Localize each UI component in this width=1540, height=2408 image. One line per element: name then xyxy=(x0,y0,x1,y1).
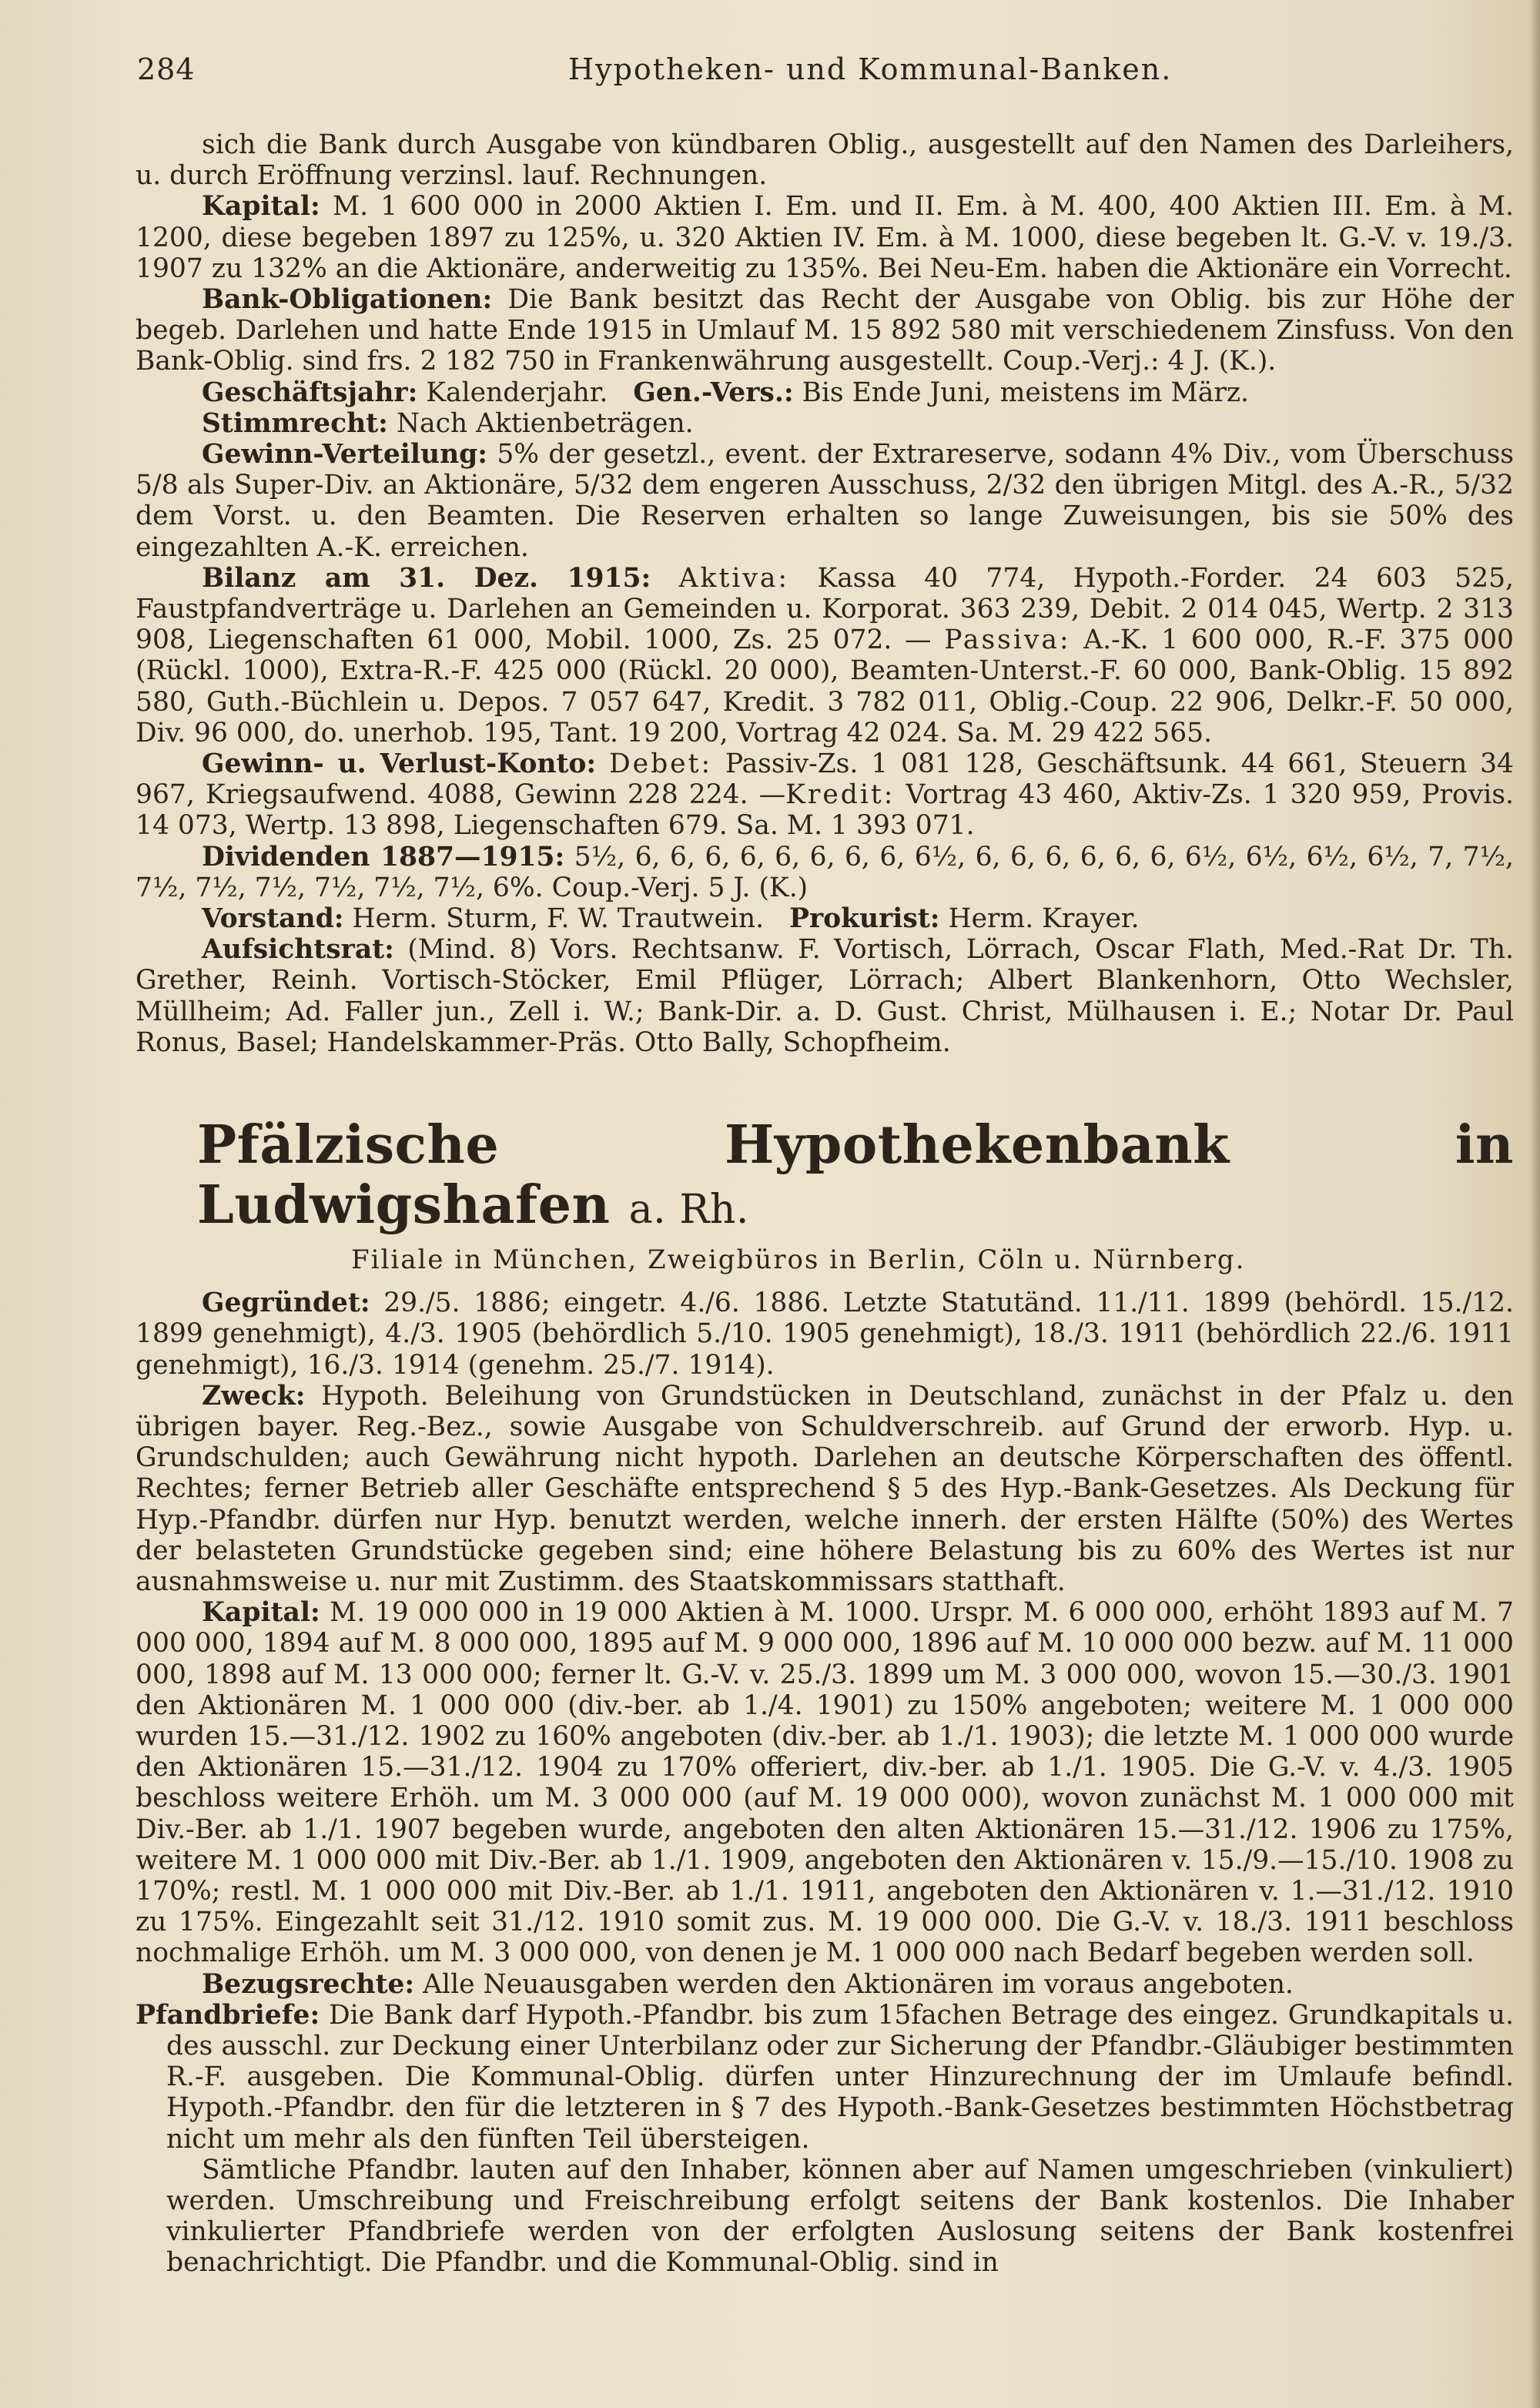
gegruendet-label: Gegründet: xyxy=(202,1288,370,1319)
bank-title-main: Pfälzische Hypothekenbank in Ludwigshafen xyxy=(197,1114,1514,1237)
page-number: 284 xyxy=(137,52,196,86)
zweck-label: Zweck: xyxy=(202,1380,306,1412)
dividenden-text: 5½, 6, 6, 6, 6, 6, 6, 6, 6, 6½, 6, 6, 6, 6, 6, 6, 6½, 6½, 6½, 6½, 7, 7½, 7½, 7½, 7½, 7½, 7½, 7½, 6%. Coup.-Verj. 5 J. (K.) xyxy=(136,841,1514,903)
bilanz-entry xyxy=(136,563,1514,749)
bank-obligationen-text: Die Bank besitzt das Recht der Ausgabe von Oblig. bis zur Höhe der begeb. Darlehen und hatte Ende 1915 in Umlauf M. 15 892 580 mit verschiedenem Zinsfuss. Von den Bank-Oblig. sind frs. 2 182 750 in Frankenwährung ausgestellt. Coup.-Verj.: 4 J. (K.). xyxy=(136,284,1514,377)
page-edge-shadow xyxy=(1529,0,1540,2408)
geschaeftsjahr-label: Geschäftsjahr: xyxy=(202,377,418,408)
aufsichtsrat-entry xyxy=(136,934,1514,1058)
pfandbriefe-text2: Sämtliche Pfandbr. lauten auf den Inhaber, können aber auf Namen umgeschrieben (vinkuliert) werden. Umschreibung und Freischreibung erfolgt seitens der Bank kostenlos. Die Inhaber vinkulierter Pfandbriefe werden von der erfolgten Auslosung seitens der Bank kostenfrei benachrichtigt. Die Pfandbr. und die Kommunal-Oblig. sind in xyxy=(166,2154,1514,2279)
passiva-text: A.-K. 1 600 000, R.-F. 375 000 (Rückl. 1000), Extra-R.-F. 425 000 (Rückl. 20 000), Beamten-Unterst.-F. 60 000, Bank-Oblig. 15 892 580, Guth.-Büchlein u. Depos. 7 057 647, Kredit. 3 782 011, Oblig.-Coup. 22 906, Delkr.-F. 50 000, Div. 96 000, do. unerhob. 195, Tant. 19 200, Vortrag 42 024. Sa. M. 29 422 565. xyxy=(136,625,1514,749)
debet-text: Passiv-Zs. 1 081 128, Geschäftsunk. 44 661, Steuern 34 967, Kriegsaufwend. 4088, Gewinn 228 224. — xyxy=(136,749,1515,811)
prokurist-label: Prokurist: xyxy=(789,903,940,935)
aufsichtsrat-text: (Mind. 8) Vors. Rechtsanw. F. Vortisch, Lörrach, Oscar Flath, Med.-Rat Dr. Th. Grether, Reinh. Vortisch-Stöcker, Emil Pflüger, Lörrach; Albert Blankenhorn, Otto Wechsler, Müllheim; Ad. Faller jun., Zell i. W.; Bank-Dir. a. D. Gust. Christ, Mülhausen i. E.; Notar Dr. Paul Ronus, Basel; Handelskammer-Präs. Otto Bally, Schopfheim. xyxy=(136,934,1515,1058)
passiva-label: Passiva: xyxy=(944,625,1071,656)
stimmrecht-label: Stimmrecht: xyxy=(202,407,388,439)
bezugsrechte-text: Alle Neuausgaben werden den Aktionären im voraus angeboten. xyxy=(423,1968,1294,2000)
page-body xyxy=(136,129,1514,2279)
bilanz-label: Bilanz am 31. Dez. 1915: xyxy=(202,562,651,594)
bank-title xyxy=(197,1115,1514,1240)
kapital2-label: Kapital: xyxy=(202,1597,320,1629)
vorstand-entry xyxy=(136,903,1514,934)
running-title: Hypotheken- und Kommunal-Banken. xyxy=(568,52,1173,86)
aufsichtsrat-label: Aufsichtsrat: xyxy=(202,934,394,966)
gewinn-verlust-label: Gewinn- u. Verlust-Konto: xyxy=(202,749,597,780)
bezugsrechte-label: Bezugsrechte: xyxy=(202,1968,415,2000)
zweck-text: Hypoth. Beleihung von Grundstücken in Deutschland, zunächst in der Pfalz u. den übrigen bayer. Reg.-Bez., sowie Ausgabe von Schuldverschreib. auf Grund der erworb. Hyp. u. Grundschulden; auch Gewährung nicht hypoth. Darlehen an deutsche Körperschaften des öffentl. Rechtes; ferner Betrieb aller Geschäfte entsprechend § 5 des Hyp.-Bank-Gesetzes. Als Deckung für Hyp.-Pfandbr. dürfen nur Hyp. benutzt werden, welche innerh. der ersten Hälfte (50%) des Wertes der belasteten Grundstücke gegeben sind; eine höhere Belastung bis zu 60% des Wertes ist nur ausnahmsweise u. nur mit Zustimm. des Staatskommissars statthaft. xyxy=(136,1380,1514,1597)
gegruendet-entry xyxy=(136,1288,1514,1381)
kapital-text: M. 1 600 000 in 2000 Aktien I. Em. und II. Em. à M. 400, 400 Aktien III. Em. à M. 1200, diese begeben 1897 zu 125%, u. 320 Aktien IV. Em. à M. 1000, diese begeben lt. G.-V. v. 19./3. 1907 zu 132% an die Aktionäre, anderweitig zu 135%. Bei Neu-Em. haben die Aktionäre ein Vorrecht. xyxy=(136,191,1515,284)
pfandbriefe-entry xyxy=(136,2000,1514,2155)
continued-paragraph: sich die Bank durch Ausgabe von kündbaren Oblig., ausgestellt auf den Namen des Darleihers, u. durch Eröffnung verzinsl. lauf. Rechnungen. xyxy=(136,129,1514,192)
aktiva-label: Aktiva: xyxy=(678,562,790,594)
vorstand-label: Vorstand: xyxy=(202,903,344,935)
dividenden-label: Dividenden 1887—1915: xyxy=(202,841,565,872)
kredit-text: Vortrag 43 460, Aktiv-Zs. 1 320 959, Provis. 14 073, Wertp. 13 898, Liegenschaften 679. Sa. M. 1 393 071. xyxy=(136,779,1514,842)
bank-title-suffix: a. Rh. xyxy=(628,1187,749,1234)
gewinn-verlust-entry xyxy=(136,749,1514,842)
bank-obligationen-label: Bank-Obligationen: xyxy=(202,284,493,316)
kapital2-entry xyxy=(136,1597,1514,1968)
kapital-entry xyxy=(136,191,1514,284)
pfandbriefe-text: Die Bank darf Hypoth.-Pfandbr. bis zum 15fachen Betrage des eingez. Grundkapitals u. des ausschl. zur Deckung einer Unterbilanz oder zur Sicherung der Pfandbr.-Gläubiger bestimmten R.-F. ausgeben. Die Kommunal-Oblig. dürfen unter Hinzurechnung der im Umlaufe befindl. Hypoth.-Pfandbr. den für die letzteren in § 7 des Hypoth.-Bank-Gesetzes bestimmten Höchstbetrag nicht um mehr als den fünften Teil übersteigen. xyxy=(166,1999,1514,2155)
stimmrecht-entry xyxy=(136,408,1514,439)
page-header xyxy=(137,52,1494,99)
geschaeftsjahr-text: Kalenderjahr. xyxy=(426,377,608,408)
gegruendet-text: 29./5. 1886; eingetr. 4./6. 1886. Letzte Statutänd. 11./11. 1899 (behördl. 15./12. 1899 genehmigt), 4./3. 1905 (behördlich 5./10. 1905 genehmigt), 18./3. 1911 (behördlich 22./6. 1911 genehmigt), 16./3. 1914 (genehm. 25./7. 1914). xyxy=(136,1288,1515,1381)
kapital-label: Kapital: xyxy=(202,191,320,223)
kredit-label: Kredit: xyxy=(785,779,896,811)
aktiva-text: Kassa 40 774, Hypoth.-Forder. 24 603 525, Faustpfandverträge u. Darlehen an Gemeinden u. Korporat. 363 239, Debit. 2 014 045, Wertp. 2 313 908, Liegenschaften 61 000, Mobil. 1000, Zs. 25 072. — xyxy=(136,562,1514,656)
pfandbriefe-label: Pfandbriefe: xyxy=(136,1999,320,2031)
bank-obligationen-entry xyxy=(136,284,1514,377)
debet-label: Debet: xyxy=(609,749,713,780)
pfandbriefe-continuation xyxy=(136,2155,1514,2279)
gewinn-verteilung-text: 5% der gesetzl., event. der Extrareserve, sodann 4% Div., vom Überschuss 5/8 als Super-Div. an Aktionäre, 5/32 dem engeren Ausschuss, 2/32 den übrigen Mitgl. des A.-R., 5/32 dem Vorst. u. den Beamten. Die Reserven erhalten so lange Zuweisungen, bis sie 50% des eingezahlten A.-K. erreichen. xyxy=(136,439,1514,563)
prokurist-text: Herm. Krayer. xyxy=(948,903,1140,935)
bank-heading xyxy=(136,1115,1514,1277)
zweck-entry xyxy=(136,1381,1514,1597)
geschaeftsjahr-entry xyxy=(136,377,1514,408)
stimmrecht-text: Nach Aktienbeträgen. xyxy=(396,407,694,439)
gen-vers-text: Bis Ende Juni, meistens im März. xyxy=(802,377,1249,408)
gewinn-verteilung-entry xyxy=(136,439,1514,563)
bezugsrechte-entry xyxy=(136,1969,1514,2000)
vorstand-text: Herm. Sturm, F. W. Trautwein. xyxy=(352,903,765,935)
gewinn-verteilung-label: Gewinn-Verteilung: xyxy=(202,439,488,471)
gen-vers-label: Gen.-Vers.: xyxy=(633,377,794,408)
dividenden-entry xyxy=(136,842,1514,903)
bank-subtitle: Filiale in München, Zweigbüros in Berlin, Cöln u. Nürnberg. xyxy=(351,1244,1246,1276)
kapital2-text: M. 19 000 000 in 19 000 Aktien à M. 1000. Urspr. M. 6 000 000, erhöht 1893 auf M. 7 000 000, 1894 auf M. 8 000 000, 1895 auf M. 9 000 000, 1896 auf M. 10 000 000 bezw. auf M. 11 000 000, 1898 auf M. 13 000 000; ferner lt. G.-V. v. 25./3. 1899 um M. 3 000 000, wovon 15.—30./3. 1901 den Aktionären M. 1 000 000 (div.-ber. ab 1./4. 1901) zu 150% angeboten; weitere M. 1 000 000 wurden 15.—31./12. 1902 zu 160% angeboten (div.-ber. ab 1./1. 1903); die letzte M. 1 000 000 wurde den Aktionären 15.—31./12. 1904 zu 170% offeriert, div.-ber. ab 1./1. 1905. Die G.-V. v. 4./3. 1905 beschloss weitere Erhöh. um M. 3 000 000 (auf M. 19 000 000), wovon zunächst M. 1 000 000 mit Div.-Ber. ab 1./1. 1907 begeben wurde, angeboten den alten Aktionären 15.—31./12. 1906 zu 175%, weitere M. 1 000 000 mit Div.-Ber. ab 1./1. 1909, angeboten den Aktionären v. 15./9.—15./10. 1908 zu 170%; restl. M. 1 000 000 mit Div.-Ber. ab 1./1. 1911, angeboten den Aktionären v. 1.—31./12. 1910 zu 175%. Eingezahlt seit 31./12. 1910 somit zus. M. 19 000 000. Die G.-V. v. 18./3. 1911 beschloss nochmalige Erhöh. um M. 3 000 000, von denen je M. 1 000 000 nach Bedarf begeben werden soll. xyxy=(136,1597,1515,1969)
